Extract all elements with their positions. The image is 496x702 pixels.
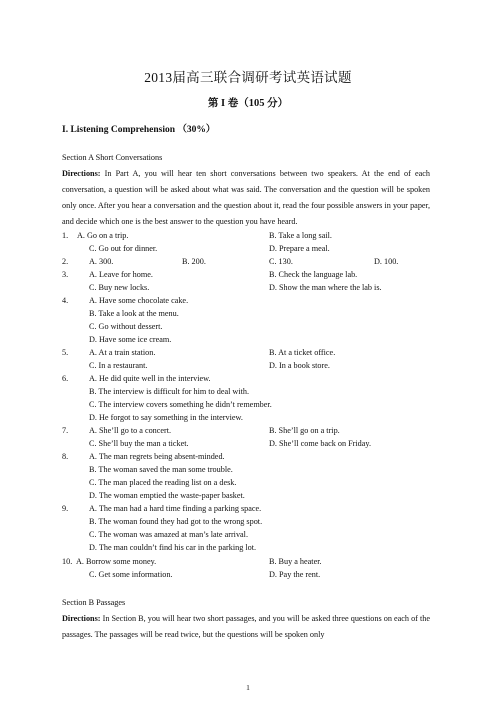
question-7-row2 — [62, 439, 462, 450]
section-a-directions — [62, 166, 430, 230]
question-9-row4 — [62, 543, 462, 554]
option-d: D. He forgot to say something in the interview. — [89, 413, 243, 422]
option-a: A. 300. — [89, 257, 114, 266]
option-c: C. 130. — [269, 257, 293, 266]
option-a: A. He did quite well in the interview. — [89, 374, 211, 383]
option-a: A. Have some chocolate cake. — [89, 296, 189, 305]
question-3 — [62, 270, 462, 281]
directions-text: In Part A, you will hear ten short conversations between two speakers. At the end of each conversation, a question will be asked about what was said. The conversation and the question will be spoken only once. After you hear a conversation and the question about it, read the four possible answers in your paper, and decide which one is the best answer to the question you have heard. — [62, 169, 430, 226]
question-number: 5. — [62, 348, 69, 357]
question-number: 10. — [62, 557, 73, 566]
section-a-heading: Section A Short Conversations — [62, 153, 163, 162]
option-b: B. Check the language lab. — [269, 270, 358, 279]
option-d: D. Prepare a meal. — [269, 244, 330, 253]
question-number: 2. — [62, 257, 69, 266]
option-c: C. The interview covers something he didn’t remember. — [89, 400, 272, 409]
option-a: A. Go on a trip. — [77, 231, 129, 240]
option-c: C. The man placed the reading list on a desk. — [89, 478, 237, 487]
question-10 — [62, 557, 462, 568]
question-number: 7. — [62, 426, 69, 435]
question-number: 3. — [62, 270, 69, 279]
option-d: D. 100. — [374, 257, 399, 266]
directions-label: Directions: — [62, 169, 101, 178]
option-b: B. 200. — [182, 257, 206, 266]
question-number: 1. — [62, 231, 69, 240]
question-9-row3 — [62, 530, 462, 541]
question-8-row4 — [62, 491, 462, 502]
question-number: 8. — [62, 452, 69, 461]
option-b: B. The woman saved the man some trouble. — [89, 465, 233, 474]
option-c: C. The woman was amazed at man’s late arrival. — [89, 530, 248, 539]
option-a: A. At a train station. — [89, 348, 156, 357]
question-8-row2 — [62, 465, 462, 476]
paper-subtitle: 第 I 卷（105 分） — [207, 98, 289, 109]
question-7 — [62, 426, 462, 437]
question-number: 6. — [62, 374, 69, 383]
option-b: B. Take a long sail. — [269, 231, 332, 240]
option-d: D. Pay the rent. — [269, 570, 321, 579]
option-d: D. Show the man where the lab is. — [269, 283, 382, 292]
question-8-row3 — [62, 478, 462, 489]
directions-text: In Section B, you will hear two short passages, and you will be asked three questions on each of the passages. The passages will be read twice, but the questions will be spoken only — [62, 614, 430, 639]
option-c: C. She’ll buy the man a ticket. — [89, 439, 189, 448]
question-2 — [62, 257, 462, 268]
option-b: B. She’ll go on a trip. — [269, 426, 340, 435]
directions-label: Directions: — [62, 614, 101, 623]
option-d: D. The man couldn’t find his car in the parking lot. — [89, 543, 257, 552]
question-5-row2 — [62, 361, 462, 372]
option-c: C. In a restaurant. — [89, 361, 148, 370]
option-b: B. The woman found they had got to the wrong spot. — [89, 517, 263, 526]
option-c: C. Buy new locks. — [89, 283, 150, 292]
section-b-directions — [62, 611, 430, 643]
option-a: A. She’ll go to a concert. — [89, 426, 172, 435]
question-4 — [62, 296, 462, 307]
question-10-row2 — [62, 570, 462, 581]
section-b-heading: Section B Passages — [62, 598, 126, 607]
option-a: A. The man regrets being absent-minded. — [89, 452, 225, 461]
option-b: B. Buy a heater. — [269, 557, 322, 566]
option-a: A. Leave for home. — [89, 270, 153, 279]
document-title: 2013届高三联合调研考试英语试题 — [144, 70, 352, 85]
question-3-row2 — [62, 283, 462, 294]
part1-heading: I. Listening Comprehension （30%） — [62, 125, 216, 135]
question-8 — [62, 452, 462, 463]
option-d: D. She’ll come back on Friday. — [269, 439, 372, 448]
question-number: 4. — [62, 296, 69, 305]
question-4-row3 — [62, 322, 462, 333]
option-a: A. Borrow some money. — [76, 557, 157, 566]
question-6-row2 — [62, 387, 462, 398]
option-d: D. In a book store. — [269, 361, 330, 370]
question-1 — [62, 231, 462, 242]
option-d: D. Have some ice cream. — [89, 335, 172, 344]
option-c: C. Get some information. — [89, 570, 173, 579]
question-6-row4 — [62, 413, 462, 424]
question-6 — [62, 374, 462, 385]
question-1-row2 — [62, 244, 462, 255]
question-number: 9. — [62, 504, 69, 513]
option-c: C. Go out for dinner. — [89, 244, 158, 253]
page-number: 1 — [246, 683, 250, 692]
option-c: C. Go without dessert. — [89, 322, 163, 331]
question-5 — [62, 348, 462, 359]
option-a: A. The man had a hard time finding a parking space. — [89, 504, 262, 513]
question-6-row3 — [62, 400, 462, 411]
option-b: B. At a ticket office. — [269, 348, 336, 357]
option-b: B. The interview is difficult for him to deal with. — [89, 387, 250, 396]
option-d: D. The woman emptied the waste-paper basket. — [89, 491, 245, 500]
question-9-row2 — [62, 517, 462, 528]
question-4-row2 — [62, 309, 462, 320]
question-9 — [62, 504, 462, 515]
option-b: B. Take a look at the menu. — [89, 309, 179, 318]
question-4-row4 — [62, 335, 462, 346]
